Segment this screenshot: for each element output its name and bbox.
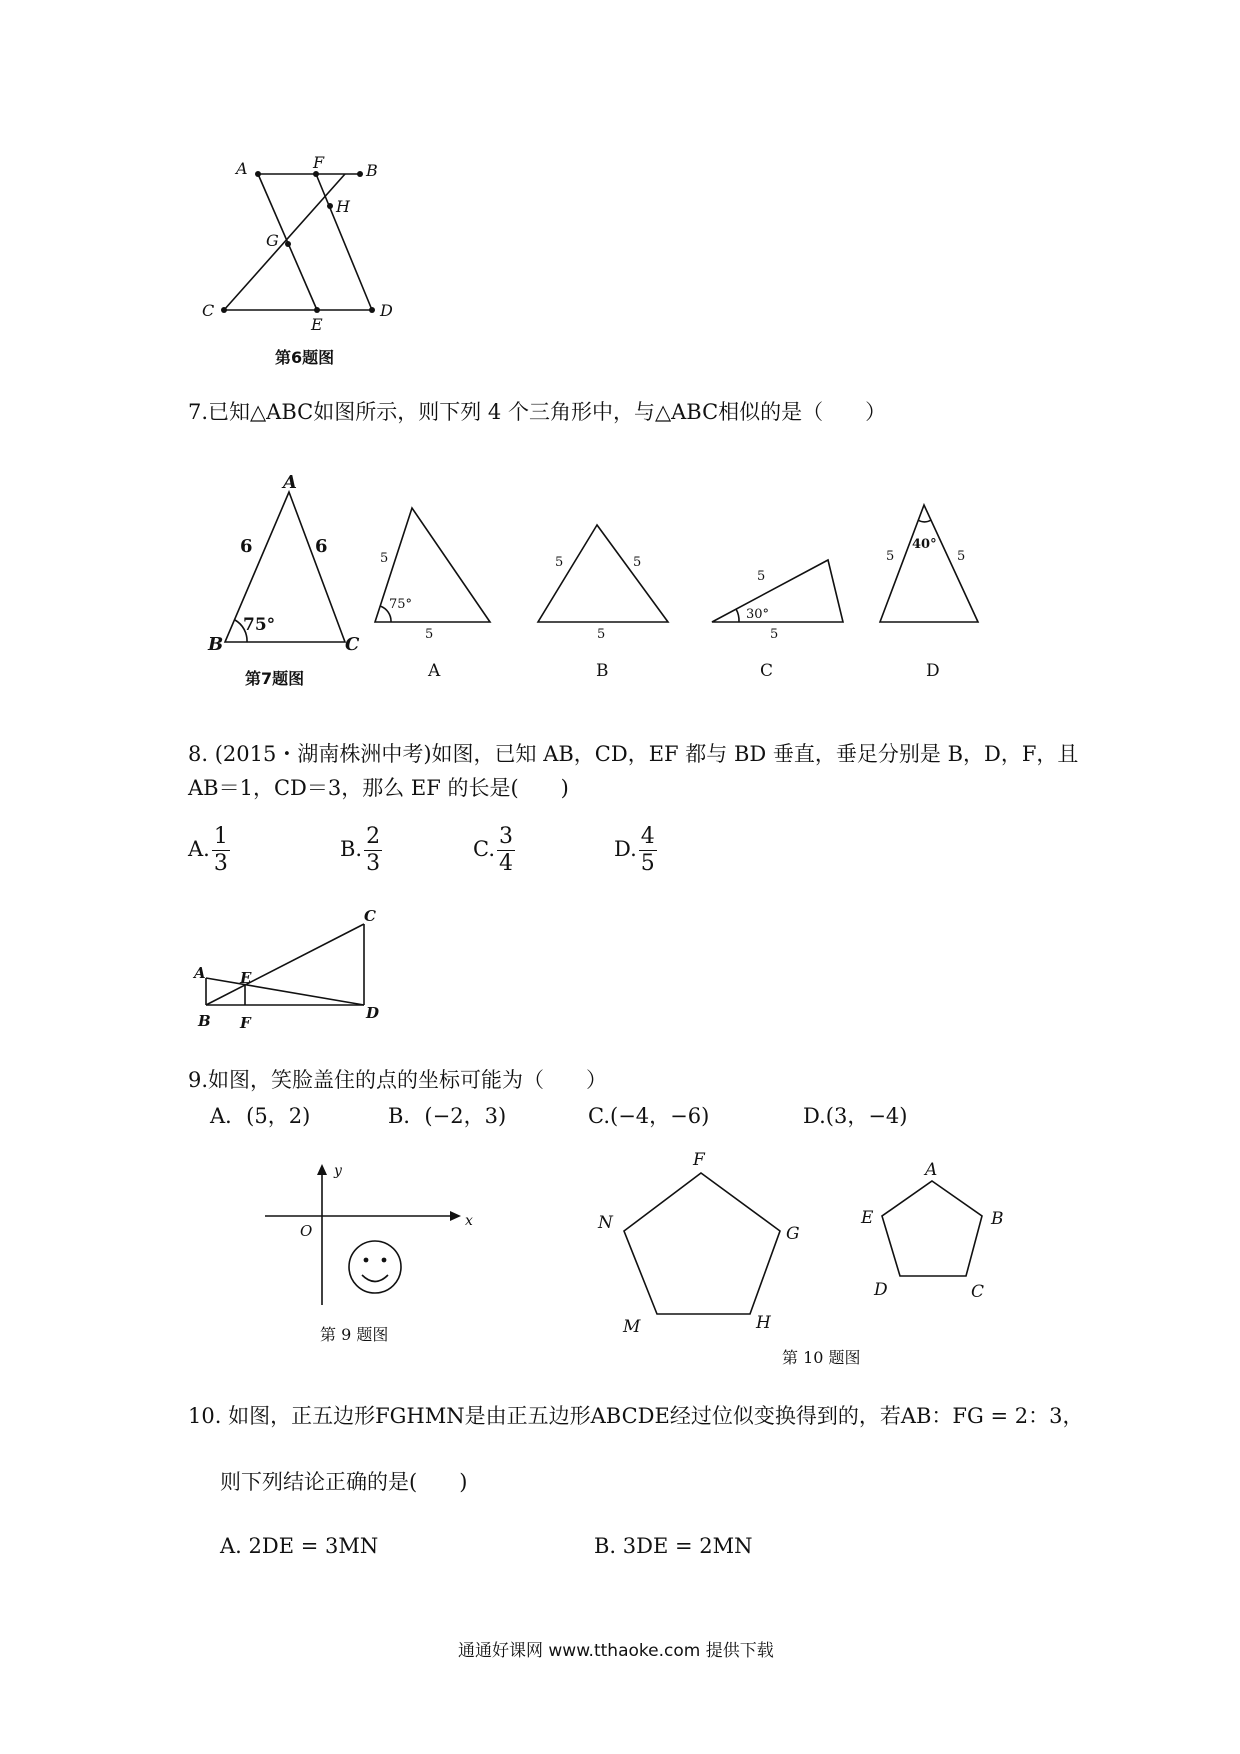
fig8-label-e: E — [240, 969, 252, 987]
fig7-side-right: 6 — [315, 536, 328, 557]
opt7d-angle: 40° — [912, 537, 937, 552]
q7-text: 7.已知△ABC如图所示，则下列 4 个三角形中，与△ABC相似的是（ ） — [188, 400, 887, 424]
fig8-label-c: C — [364, 907, 376, 925]
fig10-label-a: A — [925, 1160, 938, 1180]
fig10-label-h: H — [756, 1313, 771, 1333]
fig6-label-d: D — [380, 301, 393, 320]
fig6-caption: 第6题图 — [275, 348, 335, 367]
fig6-label-e: E — [311, 315, 323, 334]
q9-option-b[interactable]: B．(−2，3) — [388, 1104, 507, 1128]
opt7b-left: 5 — [555, 555, 564, 570]
fig10-label-f: F — [693, 1150, 705, 1170]
fig8-label-b: B — [198, 1012, 211, 1030]
q8-option-b-num: 2 — [366, 824, 381, 849]
q8-option-c-num: 3 — [499, 824, 513, 849]
opt7b-bottom: 5 — [597, 627, 606, 642]
q9-option-c[interactable]: C.(−4，−6) — [588, 1104, 710, 1128]
q9-option-d[interactable]: D.(3，−4) — [803, 1104, 908, 1128]
opt7d-label: D — [926, 661, 940, 681]
fig8-label-a: A — [194, 964, 206, 982]
opt7a-label: A — [428, 661, 441, 681]
fig9-origin: O — [300, 1222, 313, 1240]
fig9-x-label: x — [465, 1213, 473, 1229]
fig10-caption: 第 10 题图 — [782, 1348, 861, 1367]
q8-line1: 8. (2015・湖南株洲中考)如图，已知 AB，CD，EF 都与 BD 垂直，垂足分别是 B，D，F，且 — [188, 742, 1079, 766]
opt7a-angle: 75° — [389, 597, 413, 612]
opt7d-right: 5 — [957, 549, 966, 564]
opt7a-left: 5 — [380, 551, 389, 566]
fig7-label-b: B — [208, 634, 224, 655]
fig7-side-left: 6 — [240, 536, 253, 557]
fig9-caption: 第 9 题图 — [320, 1325, 389, 1344]
q8-option-b-label: B. — [340, 837, 363, 861]
opt7c-top: 5 — [757, 569, 766, 584]
fig10-label-m: M — [623, 1317, 641, 1337]
q10-option-a[interactable]: A. 2DE = 3MN — [220, 1534, 379, 1558]
fig8-label-f: F — [240, 1014, 251, 1032]
q8-option-a-den: 3 — [213, 851, 228, 876]
q9-text: 9.如图，笑脸盖住的点的坐标可能为（ ） — [188, 1068, 608, 1092]
fig6-label-b: B — [366, 161, 378, 180]
opt7a-bottom: 5 — [425, 627, 434, 642]
fig10-label-b: B — [991, 1209, 1004, 1229]
fig6-label-h: H — [336, 197, 350, 216]
opt7b-label: B — [596, 661, 609, 681]
fig10-label-d: D — [874, 1280, 888, 1300]
q8-option-c-label: C. — [473, 837, 495, 861]
q8-option-a-label: A. — [188, 837, 210, 861]
q10-option-b[interactable]: B. 3DE = 2MN — [594, 1534, 753, 1558]
fig6-label-f: F — [313, 153, 325, 172]
fig6-label-g: G — [266, 231, 279, 250]
fig10-label-c: C — [971, 1282, 985, 1302]
q8-option-d-num: 4 — [640, 824, 655, 849]
q8-line2: AB＝1，CD＝3，那么 EF 的长是( ) — [188, 776, 569, 800]
fig10-label-n: N — [598, 1213, 613, 1233]
fig7-label-a: A — [283, 472, 297, 493]
fig9-y-label: y — [334, 1163, 342, 1179]
footer-text: 通通好课网 www.tthaoke.com 提供下载 — [458, 1641, 774, 1661]
q8-option-d-den: 5 — [640, 851, 655, 876]
q9-option-a[interactable]: A．(5，2) — [210, 1104, 311, 1128]
fig7-caption: 第7题图 — [245, 669, 305, 688]
q10-line2: 则下列结论正确的是( ) — [220, 1470, 468, 1494]
q8-option-a-num: 1 — [213, 824, 228, 849]
fig10-label-g: G — [786, 1224, 800, 1244]
fig7-angle: 75° — [243, 615, 276, 635]
q8-option-d-label: D. — [614, 837, 637, 861]
q8-option-b-den: 3 — [366, 851, 381, 876]
fig10-label-e: E — [861, 1208, 874, 1228]
fig8-label-d: D — [366, 1004, 380, 1022]
q8-option-c-den: 4 — [499, 851, 513, 876]
fig7-label-c: C — [345, 634, 360, 655]
opt7c-angle: 30° — [746, 607, 770, 622]
opt7c-bottom: 5 — [770, 627, 779, 642]
fig6-label-c: C — [202, 301, 215, 320]
opt7d-left: 5 — [886, 549, 895, 564]
fig6-label-a: A — [236, 159, 248, 178]
q10-line1: 10. 如图，正五边形FGHMN是由正五边形ABCDE经过位似变换得到的，若AB：FG = 2：3， — [188, 1404, 1084, 1428]
opt7c-label: C — [760, 661, 774, 681]
opt7b-right: 5 — [633, 555, 642, 570]
